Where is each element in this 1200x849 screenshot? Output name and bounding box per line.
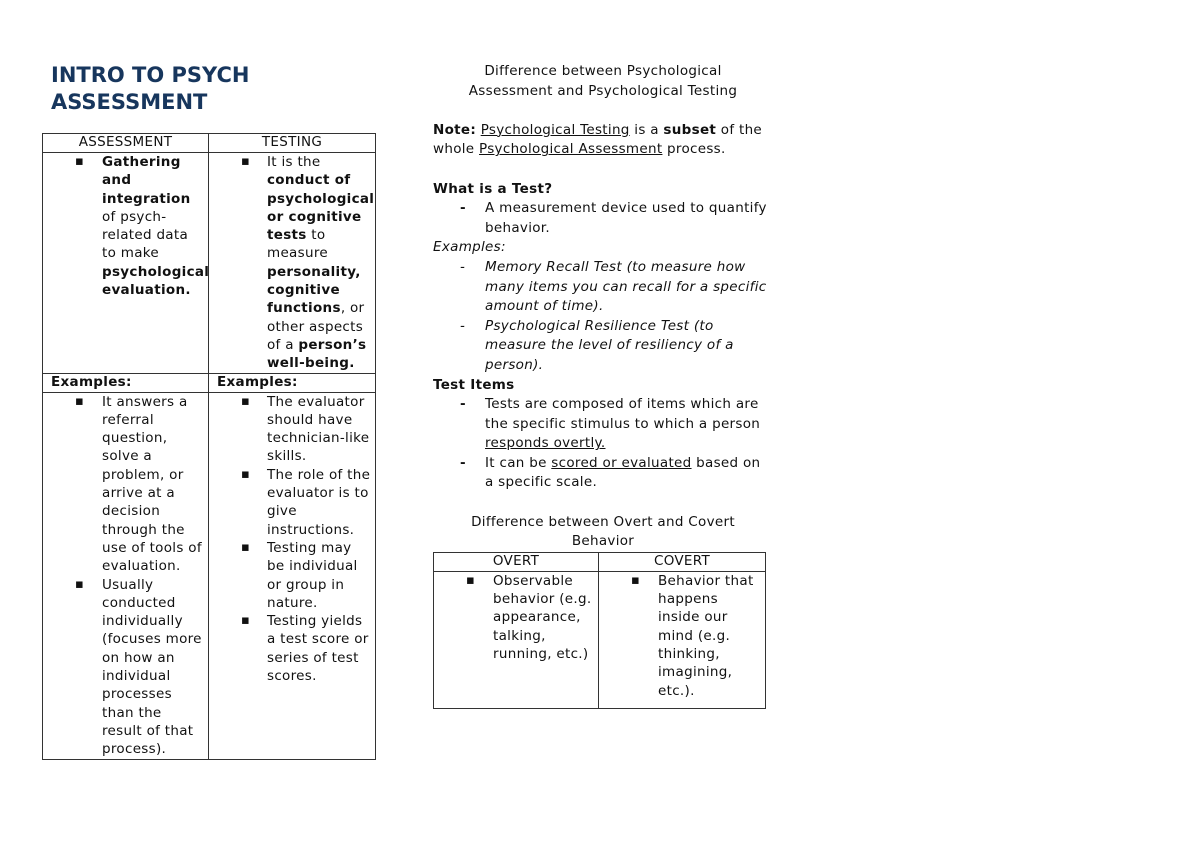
assessment-definition-cell xyxy=(43,153,209,374)
assessment-examples-cell xyxy=(43,392,209,759)
def-bold-2: psychological evaluation. xyxy=(102,263,210,299)
testing-definition-cell xyxy=(209,153,376,374)
tdef-text-2: to measure xyxy=(267,227,328,262)
list-item: ▪ Behavior that happens inside our mind (e.g. thinking, imagining, etc.). xyxy=(599,572,765,700)
list-item: ▪ The role of the evaluator is to give instructions. xyxy=(209,466,375,539)
header-testing: TESTING xyxy=(209,134,376,153)
assessment-definition xyxy=(43,153,208,299)
overt-cell xyxy=(434,571,599,708)
note-term-testing: Psychological Testing xyxy=(480,121,630,138)
what-is-test-label: What is a Test? xyxy=(433,180,553,197)
note-term-assessment: Psychological Assessment xyxy=(479,141,663,158)
section-heading-2 xyxy=(433,513,773,552)
header-covert: COVERT xyxy=(599,552,766,571)
header-assessment: ASSESSMENT xyxy=(43,134,209,153)
tdef-bold-2: personality, cognitive functions xyxy=(267,263,361,317)
page-title xyxy=(51,62,250,116)
test-items-heading xyxy=(433,376,773,396)
testing-definition xyxy=(209,153,375,373)
heading-2-line-1: Difference between Overt and Covert xyxy=(471,513,735,530)
test-items-label: Test Items xyxy=(433,376,515,393)
heading-2-line-2: Behavior xyxy=(571,533,635,550)
list-item: ▪ Observable behavior (e.g. appearance, talking, running, etc.) xyxy=(434,572,598,663)
what-is-test-heading xyxy=(433,180,773,200)
note-subset: subset xyxy=(663,121,717,138)
tdef-bold-3: person’s well-being. xyxy=(267,336,367,372)
note-text: is a xyxy=(629,121,664,138)
list-item: - A measurement device used to quantify behavior. xyxy=(433,199,773,238)
def-bold-1: Gathering and integration xyxy=(102,154,191,207)
tdef-text-1: It is the xyxy=(267,154,321,170)
right-column xyxy=(433,62,773,709)
list-item: ▪ Testing yields a test score or series of test scores. xyxy=(209,612,375,685)
list-item: ▪ Usually conducted individually (focuses more on how an individual processes than the result of that process). xyxy=(43,576,208,759)
list-item: - Memory Recall Test (to measure how many items you can recall for a specific amount of time). xyxy=(433,258,773,317)
item-text: It can be xyxy=(485,454,552,471)
item-text: based on a specific scale. xyxy=(485,454,761,491)
def-text-1: of psych-related data to make xyxy=(102,208,189,262)
header-overt: OVERT xyxy=(434,552,599,571)
item-underlined: scored or evaluated xyxy=(551,454,692,471)
testing-examples-cell xyxy=(209,392,376,759)
heading-1-line-1: Difference between Psychological xyxy=(484,63,722,79)
tdef-bold-1: conduct of psychological or cognitive tests xyxy=(267,172,375,244)
overt-covert-table xyxy=(433,552,766,709)
list-item: ▪ It answers a referral question, solve a problem, or arrive at a decision through the use of tools of evaluation. xyxy=(43,393,208,576)
item-underlined: responds overtly. xyxy=(485,435,606,452)
list-item: - Psychological Resilience Test (to measure the level of resiliency of a person). xyxy=(433,317,773,376)
assessment-examples-label: Examples: xyxy=(43,373,209,392)
list-item xyxy=(433,454,773,493)
title-line-1: INTRO TO PSYCH xyxy=(51,63,250,87)
title-line-2: ASSESSMENT xyxy=(51,90,208,114)
note-paragraph xyxy=(433,121,773,160)
heading-1-line-2: Assessment and Psychological Testing xyxy=(468,82,738,99)
list-item: ▪ Testing may be individual or group in nature. xyxy=(209,539,375,612)
list-item: ▪ The evaluator should have technician-like skills. xyxy=(209,393,375,466)
note-text: of the whole xyxy=(433,121,763,158)
item-text: Tests are composed of items which are the specific stimulus to which a person xyxy=(485,396,761,432)
note-label: Note: xyxy=(433,121,477,138)
testing-examples-label: Examples: xyxy=(209,373,376,392)
examples-label: Examples: xyxy=(433,239,506,256)
tdef-text-3: , or other aspects of a xyxy=(267,300,365,353)
assessment-vs-testing-table xyxy=(42,133,376,760)
note-text: process. xyxy=(662,141,726,158)
list-item xyxy=(433,395,773,454)
section-heading-1 xyxy=(433,62,773,101)
covert-cell xyxy=(599,571,766,708)
